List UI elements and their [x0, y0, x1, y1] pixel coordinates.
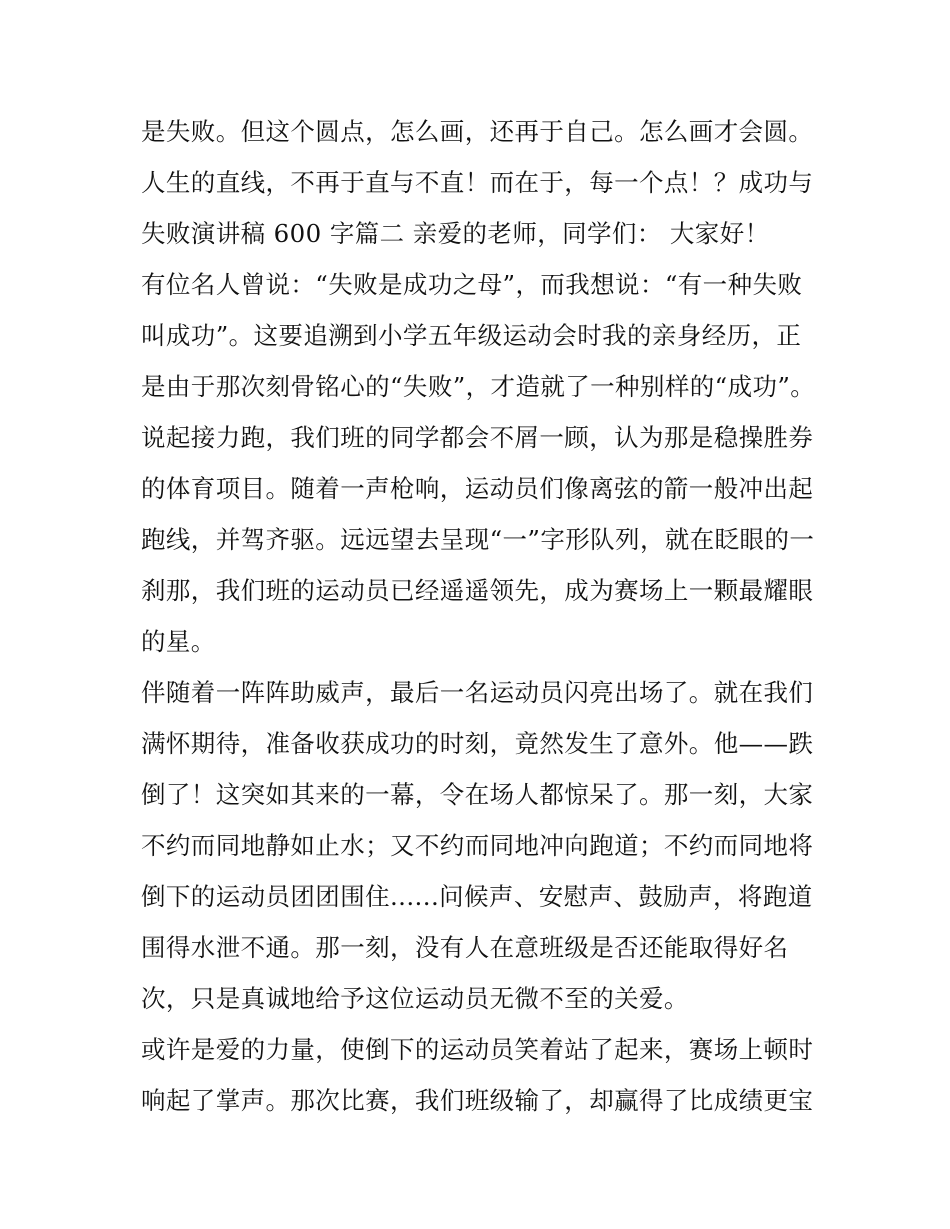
text-line: 伴随着一阵阵助威声，最后一名运动员闪亮出场了。就在我们 [141, 678, 814, 707]
essay-body [141, 106, 821, 1126]
text-line: 叫成功”。这要追溯到小学五年级运动会时我的亲身经历，正 [141, 321, 802, 350]
text-line: 不约而同地静如止水；又不约而同地冲向跑道；不约而同地将 [141, 831, 814, 860]
text-line: 人生的直线，不再于直与不直！而在于，每一个点！？成功与 [141, 168, 814, 197]
text-line: 说起接力跑，我们班的同学都会不屑一顾，认为那是稳操胜券 [141, 423, 814, 452]
text-line: 有位名人曾说：“失败是成功之母”，而我想说：“有一种失败 [141, 270, 803, 299]
text-line: 满怀期待，准备收获成功的时刻，竟然发生了意外。他——跌 [141, 729, 814, 758]
text-line: 刹那，我们班的运动员已经遥遥领先，成为赛场上一颗最耀眼 [141, 576, 814, 605]
text-line: 的星。 [141, 627, 216, 656]
text-line: 次，只是真诚地给予这位运动员无微不至的关爱。 [141, 984, 689, 1013]
text-line: 围得水泄不通。那一刻，没有人在意班级是否还能取得好名 [141, 933, 789, 962]
text-line: 失败演讲稿 600 字篇二 亲爱的老师，同学们： 大家好！ [141, 219, 770, 248]
text-line: 响起了掌声。那次比赛，我们班级输了，却赢得了比成绩更宝 [141, 1086, 814, 1115]
text-line: 跑线，并驾齐驱。远远望去呈现“一”字形队列，就在眨眼的一 [141, 525, 815, 554]
text-line: 倒了！这突如其来的一幕，令在场人都惊呆了。那一刻，大家 [141, 780, 814, 809]
text-line: 或许是爱的力量，使倒下的运动员笑着站了起来，赛场上顿时 [141, 1035, 814, 1064]
text-line: 倒下的运动员团团围住......问候声、安慰声、鼓励声，将跑道 [141, 882, 813, 911]
text-line: 的体育项目。随着一声枪响，运动员们像离弦的箭一般冲出起 [141, 474, 814, 503]
text-line: 是由于那次刻骨铭心的“失败”，才造就了一种别样的“成功”。 [141, 372, 816, 401]
text-line: 是失败。但这个圆点，怎么画，还再于自己。怎么画才会圆。 [141, 117, 814, 146]
